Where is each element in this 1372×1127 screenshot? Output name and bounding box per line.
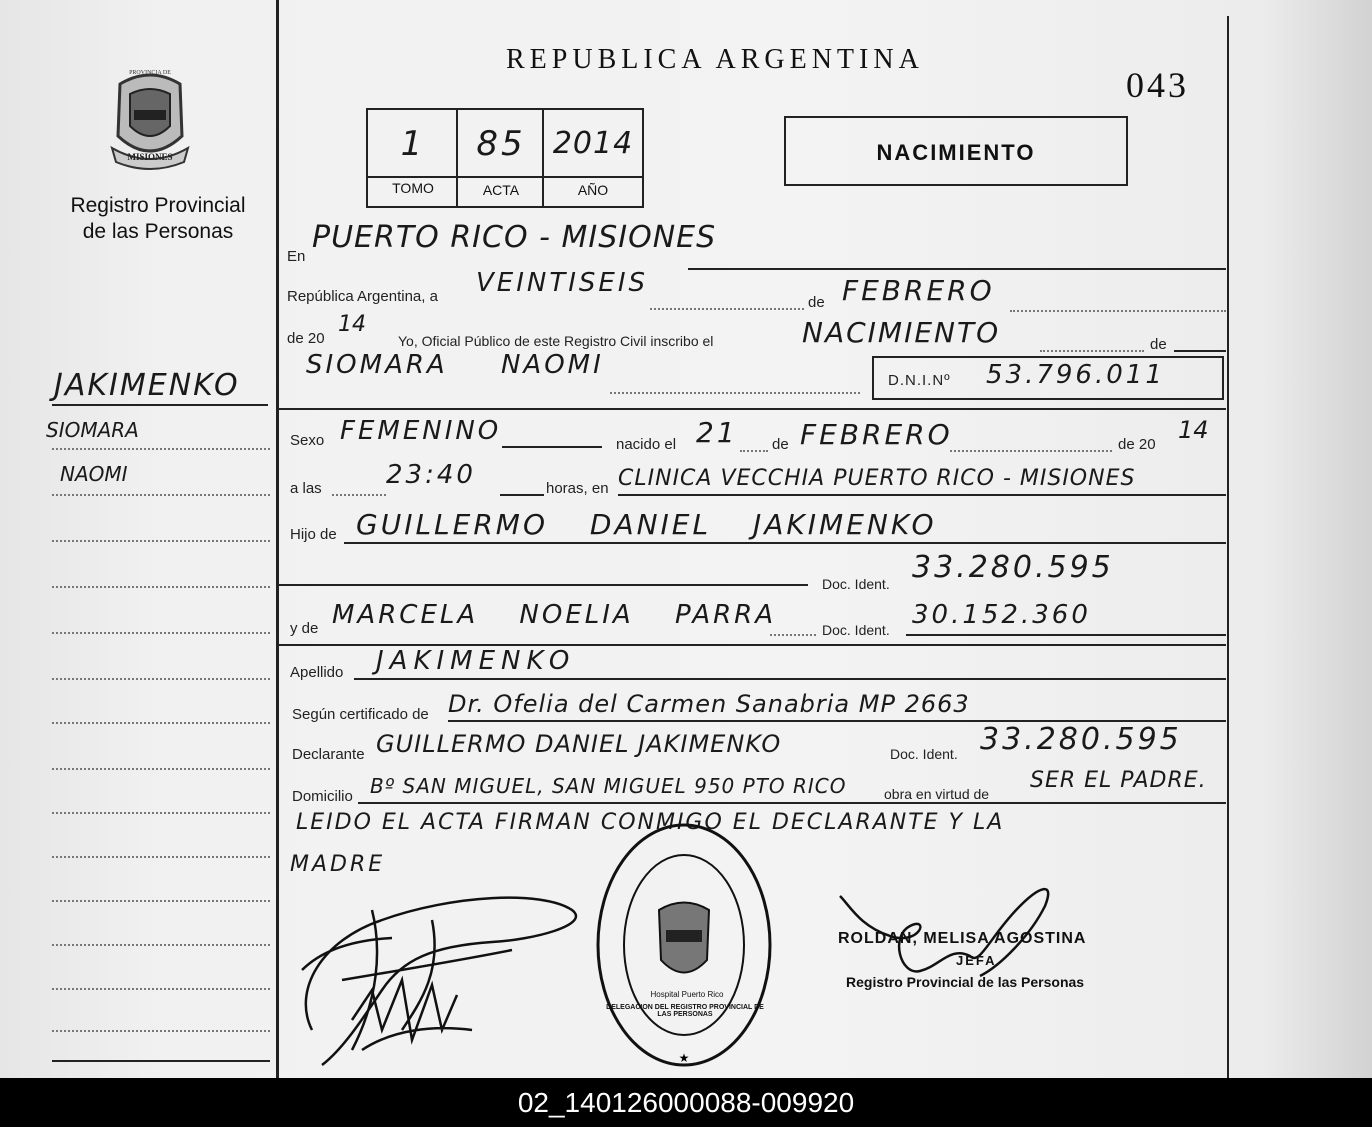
doc-label: Doc. Ident.	[890, 746, 958, 762]
field-line	[618, 494, 1226, 496]
field-line	[950, 450, 1112, 452]
acta-label: ACTA	[482, 182, 520, 198]
field-line	[332, 494, 386, 496]
en-label: En	[287, 248, 306, 265]
field-line	[1010, 310, 1226, 312]
margin-line	[52, 900, 270, 902]
birth-time-value: 23:40	[386, 460, 476, 490]
stamp-outer-text: DELEGACION DEL REGISTRO PROVINCIAL DE LAS PERSONAS	[606, 1004, 764, 1018]
registry-name-line1: Registro Provincial	[70, 194, 246, 217]
certificado-label: Según certificado de	[292, 706, 429, 723]
margin-line	[52, 448, 270, 450]
apellido-label: Apellido	[290, 664, 344, 681]
section-rule	[278, 408, 1226, 410]
dni-label: D.N.I.Nº	[888, 372, 951, 389]
birth-day-value: 21	[696, 416, 738, 449]
reading-line2: MADRE	[290, 852, 386, 877]
father-doc-value: 33.280.595	[912, 550, 1114, 585]
field-line	[770, 634, 816, 636]
birth-month-value: FEBRERO	[800, 418, 953, 451]
record-type-box	[784, 116, 1128, 186]
margin-line	[52, 944, 270, 946]
seal-text-bottom: MISIONES	[127, 152, 173, 162]
margin-line	[52, 494, 270, 496]
declarante-label: Declarante	[292, 746, 365, 763]
official-role: JEFA	[956, 953, 997, 968]
mother-name-value: MARCELA NOELIA PARRA	[332, 600, 777, 630]
mother-doc-value: 30.152.360	[912, 600, 1091, 630]
field-line	[354, 678, 1226, 680]
nacido-label: nacido el	[616, 436, 677, 453]
doc-label: Doc. Ident.	[822, 576, 890, 592]
month-value: FEBRERO	[842, 274, 995, 307]
tomo-value: 1	[400, 124, 426, 164]
field-line	[740, 450, 768, 452]
margin-line	[52, 722, 270, 724]
margin-line	[52, 678, 270, 680]
obra-value: SER EL PADRE.	[1030, 768, 1207, 793]
field-line	[906, 634, 1226, 636]
box-divider	[368, 176, 642, 178]
dni-value: 53.796.011	[986, 360, 1165, 390]
de-label: de	[808, 294, 825, 311]
left-margin-rule	[276, 0, 279, 1078]
republica-label: República Argentina, a	[287, 288, 438, 305]
declarante-value: GUILLERMO DANIEL JAKIMENKO	[376, 730, 782, 758]
seal-text-top: PROVINCIA DE	[129, 70, 171, 76]
acta-value: 85	[476, 124, 526, 164]
field-line	[688, 268, 1226, 270]
horas-label: horas, en	[546, 480, 609, 497]
declarant-signature	[282, 880, 612, 1070]
field-line	[650, 308, 804, 310]
field-line	[502, 446, 602, 448]
birth-year-value: 14	[1178, 416, 1209, 444]
field-line	[1040, 350, 1144, 352]
margin-line	[52, 1030, 270, 1032]
yde-label: y de	[290, 620, 319, 637]
margin-line	[52, 812, 270, 814]
certificado-value: Dr. Ofelia del Carmen Sanabria MP 2663	[448, 690, 970, 718]
official-name: ROLDAN, MELISA AGOSTINA	[838, 930, 1087, 947]
country-title: REPUBLICA ARGENTINA	[506, 44, 924, 75]
margin-line	[52, 632, 270, 634]
stamp-inner-text: Hospital Puerto Rico	[650, 990, 724, 999]
birth-place-value: CLINICA VECCHIA PUERTO RICO - MISIONES	[618, 466, 1136, 491]
official-stamp	[594, 820, 774, 1070]
field-line	[344, 542, 1226, 544]
domicilio-label: Domicilio	[292, 788, 353, 805]
reading-line1: LEIDO EL ACTA FIRMAN CONMIGO EL DECLARANTE Y LA	[296, 810, 1005, 835]
margin-line	[52, 1060, 270, 1062]
anio-value: 2014	[552, 126, 634, 161]
margin-note-name2: NAOMI	[60, 462, 128, 486]
alas-label: a las	[290, 480, 322, 497]
margin-line	[52, 540, 270, 542]
field-line	[358, 802, 1226, 804]
place-value: PUERTO RICO - MISIONES	[312, 220, 717, 255]
de3-label: de	[772, 436, 789, 453]
svg-text:★: ★	[678, 1051, 690, 1065]
de20-label: de 20	[1118, 436, 1156, 453]
doc-label: Doc. Ident.	[822, 622, 890, 638]
apellido-value: JAKIMENKO	[376, 646, 576, 676]
tomo-label: TOMO	[392, 180, 434, 196]
margin-line	[52, 856, 270, 858]
sexo-label: Sexo	[290, 432, 325, 449]
sexo-value: FEMENINO	[340, 416, 502, 446]
official-text: Yo, Oficial Público de este Registro Civil inscribo el	[398, 333, 714, 349]
margin-line	[52, 988, 270, 990]
official-institution: Registro Provincial de las Personas	[846, 974, 1085, 990]
anio-label: AÑO	[577, 182, 609, 198]
margin-note-surname: JAKIMENKO	[54, 368, 240, 403]
year-suffix-value: 14	[338, 312, 366, 337]
de2-label: de	[1150, 336, 1167, 353]
right-margin-rule	[1227, 16, 1229, 1078]
hijo-label: Hijo de	[290, 526, 337, 543]
field-line	[1174, 350, 1226, 352]
margin-note-name1: SIOMARA	[46, 418, 139, 442]
obra-label: obra en virtud de	[884, 786, 990, 802]
domicilio-value: Bº SAN MIGUEL, SAN MIGUEL 950 PTO RICO	[370, 774, 847, 798]
margin-line	[52, 768, 270, 770]
event-value: NACIMIENTO	[802, 316, 1001, 349]
year-prefix-label: de 20	[287, 330, 325, 347]
margin-line	[52, 586, 270, 588]
father-name-value: GUILLERMO DANIEL JAKIMENKO	[356, 508, 937, 541]
declarante-doc-value: 33.280.595	[980, 722, 1182, 757]
registry-name-line2: de las Personas	[82, 220, 234, 243]
person-name-value: SIOMARA NAOMI	[306, 350, 604, 380]
day-words-value: VEINTISEIS	[476, 268, 648, 298]
record-number-box	[366, 108, 644, 208]
field-line	[610, 392, 860, 394]
field-line	[278, 584, 808, 586]
margin-line	[52, 404, 268, 406]
field-line	[500, 494, 544, 496]
record-type: NACIMIENTO	[876, 140, 1036, 165]
document-id-footer: 02_140126000088-009920	[0, 1078, 1372, 1127]
page-number: 043	[1126, 65, 1189, 105]
